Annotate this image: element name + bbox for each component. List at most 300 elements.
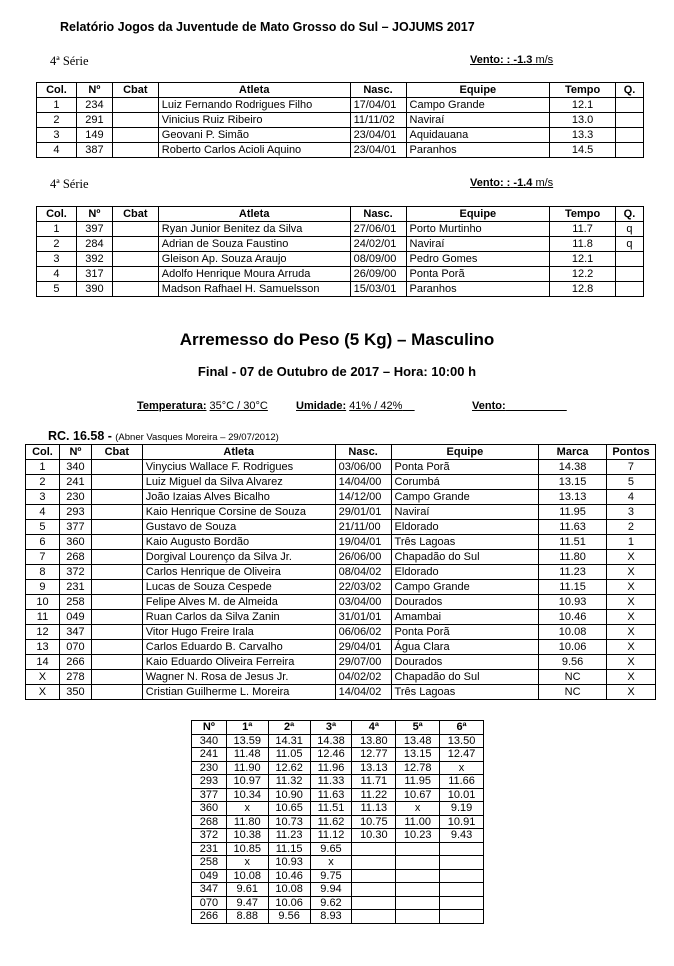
- attempts-cell: 10.65: [268, 802, 310, 816]
- results-cell: João Izaias Alves Bicalho: [142, 490, 335, 505]
- attempts-cell: 11.95: [396, 775, 440, 789]
- results-cell: 10: [26, 595, 60, 610]
- temperature-value: 35°C / 30°C: [209, 400, 268, 412]
- attempts-cell: 13.59: [226, 734, 268, 748]
- heat-1-cell: 23/04/01: [350, 143, 406, 158]
- attempts-row: [192, 869, 484, 883]
- results-header-cell: Cbat: [91, 445, 142, 460]
- results-cell: Lucas de Souza Cespede: [142, 580, 335, 595]
- heat-2-cell: 4: [37, 267, 77, 282]
- heat-2-header-cell: Col.: [37, 207, 77, 222]
- results-row: [26, 640, 656, 655]
- results-cell: 070: [59, 640, 91, 655]
- results-cell: 293: [59, 505, 91, 520]
- attempts-header-cell: Nº: [192, 721, 227, 735]
- heat-1-cell: Luiz Fernando Rodrigues Filho: [158, 98, 350, 113]
- heat-1-cell: 2: [37, 113, 77, 128]
- heat-1-header-cell: Tempo: [550, 83, 616, 98]
- attempts-cell: 10.90: [268, 788, 310, 802]
- results-cell: 06/06/02: [335, 625, 391, 640]
- attempts-cell: [440, 856, 484, 870]
- heat-2-cell: [112, 267, 158, 282]
- attempts-cell: [440, 910, 484, 924]
- results-cell: Dourados: [391, 655, 539, 670]
- attempts-cell: 11.15: [268, 842, 310, 856]
- attempts-cell: 268: [192, 815, 227, 829]
- results-cell: Vinycius Wallace F. Rodrigues: [142, 460, 335, 475]
- heat-2-cell: 12.8: [550, 282, 616, 297]
- heat-2-cell: 397: [76, 222, 112, 237]
- results-cell: 29/04/01: [335, 640, 391, 655]
- heat-2-header-cell: Tempo: [550, 207, 616, 222]
- heat-1-cell: 3: [37, 128, 77, 143]
- results-cell: 11.51: [539, 535, 607, 550]
- attempts-cell: 10.06: [268, 896, 310, 910]
- results-cell: Vitor Hugo Freire Irala: [142, 625, 335, 640]
- results-cell: 08/04/02: [335, 565, 391, 580]
- results-cell: 1: [26, 460, 60, 475]
- results-cell: X: [26, 685, 60, 700]
- results-cell: Cristian Guilherme L. Moreira: [142, 685, 335, 700]
- results-cell: 12: [26, 625, 60, 640]
- heat-2-cell: Adrian de Souza Faustino: [158, 237, 350, 252]
- heat-2-row: [37, 267, 644, 282]
- attempts-cell: 10.23: [396, 829, 440, 843]
- attempts-cell: 12.78: [396, 761, 440, 775]
- heat-1-wind-unit: m/s: [535, 54, 554, 66]
- heat-2-wind: [470, 177, 553, 189]
- attempts-cell: 293: [192, 775, 227, 789]
- heat-2-cell: 5: [37, 282, 77, 297]
- attempts-cell: 11.22: [352, 788, 396, 802]
- attempts-table: [191, 720, 484, 924]
- heat-1-table: [36, 82, 644, 158]
- results-cell: Dorgival Lourenço da Silva Jr.: [142, 550, 335, 565]
- results-header-cell: Nº: [59, 445, 91, 460]
- heat-1-header-cell: Equipe: [406, 83, 550, 98]
- results-cell: [91, 505, 142, 520]
- event-title: Arremesso do Peso (5 Kg) – Masculino: [179, 330, 495, 349]
- heat-1-wind-label: Vento: :: [470, 54, 511, 66]
- attempts-cell: 10.75: [352, 815, 396, 829]
- attempts-cell: x: [226, 856, 268, 870]
- results-cell: 241: [59, 475, 91, 490]
- results-cell: Campo Grande: [391, 490, 539, 505]
- attempts-cell: 13.80: [352, 734, 396, 748]
- results-cell: 10.93: [539, 595, 607, 610]
- temperature: [137, 400, 268, 412]
- heat-1-header-cell: Cbat: [112, 83, 158, 98]
- results-cell: [91, 475, 142, 490]
- attempts-cell: [352, 842, 396, 856]
- heat-1-cell: 4: [37, 143, 77, 158]
- results-cell: 11.15: [539, 580, 607, 595]
- results-row: [26, 610, 656, 625]
- results-cell: 11: [26, 610, 60, 625]
- results-cell: 3: [606, 505, 655, 520]
- attempts-header-cell: 3ª: [310, 721, 352, 735]
- document-title: Relatório Jogos da Juventude de Mato Grosso do Sul – JOJUMS 2017: [60, 20, 475, 34]
- attempts-cell: [396, 883, 440, 897]
- attempts-cell: 9.47: [226, 896, 268, 910]
- results-row: [26, 520, 656, 535]
- attempts-cell: 10.46: [268, 869, 310, 883]
- results-cell: 9.56: [539, 655, 607, 670]
- attempts-cell: 9.43: [440, 829, 484, 843]
- results-cell: NC: [539, 670, 607, 685]
- results-cell: Ponta Porã: [391, 460, 539, 475]
- attempts-cell: 10.97: [226, 775, 268, 789]
- results-cell: Ruan Carlos da Silva Zanin: [142, 610, 335, 625]
- heat-2-cell: [112, 252, 158, 267]
- results-row: [26, 655, 656, 670]
- results-row: [26, 580, 656, 595]
- results-cell: X: [606, 610, 655, 625]
- record-line: [48, 429, 279, 443]
- heat-2-cell: 11.8: [550, 237, 616, 252]
- attempts-cell: 049: [192, 869, 227, 883]
- humidity-value: 41% / 42%: [349, 400, 403, 412]
- attempts-cell: 372: [192, 829, 227, 843]
- results-cell: Carlos Henrique de Oliveira: [142, 565, 335, 580]
- results-cell: NC: [539, 685, 607, 700]
- results-cell: 03/04/00: [335, 595, 391, 610]
- event-wind: [472, 400, 567, 412]
- heat-1-row: [37, 128, 644, 143]
- attempts-row: [192, 829, 484, 843]
- attempts-cell: 11.12: [310, 829, 352, 843]
- heat-1-row: [37, 98, 644, 113]
- heat-1-wind-value: -1.3: [513, 54, 533, 66]
- results-cell: 8: [26, 565, 60, 580]
- results-cell: 7: [26, 550, 60, 565]
- heat-1-cell: 17/04/01: [350, 98, 406, 113]
- results-cell: Wagner N. Rosa de Jesus Jr.: [142, 670, 335, 685]
- results-cell: 372: [59, 565, 91, 580]
- results-cell: Chapadão do Sul: [391, 550, 539, 565]
- results-cell: 13.13: [539, 490, 607, 505]
- heat-2-cell: 390: [76, 282, 112, 297]
- results-cell: 14.38: [539, 460, 607, 475]
- heat-2-table: [36, 206, 644, 297]
- heat-1-cell: Campo Grande: [406, 98, 550, 113]
- attempts-row: [192, 815, 484, 829]
- heat-1-label: 4ª Série: [50, 54, 89, 68]
- attempts-cell: 241: [192, 748, 227, 762]
- results-cell: X: [606, 595, 655, 610]
- results-cell: Kaio Augusto Bordão: [142, 535, 335, 550]
- results-cell: Carlos Eduardo B. Carvalho: [142, 640, 335, 655]
- results-row: [26, 490, 656, 505]
- attempts-cell: 340: [192, 734, 227, 748]
- results-cell: [91, 490, 142, 505]
- results-cell: [91, 535, 142, 550]
- attempts-cell: 11.23: [268, 829, 310, 843]
- heat-1-cell: 1: [37, 98, 77, 113]
- heat-2-label: 4ª Série: [50, 177, 89, 191]
- results-row: [26, 625, 656, 640]
- attempts-cell: [440, 842, 484, 856]
- results-cell: 3: [26, 490, 60, 505]
- results-cell: [91, 520, 142, 535]
- heat-1-cell: 387: [76, 143, 112, 158]
- attempts-cell: [352, 910, 396, 924]
- results-header-cell: Atleta: [142, 445, 335, 460]
- results-cell: 10.06: [539, 640, 607, 655]
- attempts-cell: 11.71: [352, 775, 396, 789]
- heat-2-header-cell: Nasc.: [350, 207, 406, 222]
- results-cell: 29/07/00: [335, 655, 391, 670]
- attempts-cell: [440, 896, 484, 910]
- heat-2-cell: [112, 222, 158, 237]
- results-cell: 11.23: [539, 565, 607, 580]
- record-note: (Abner Vasques Moreira – 29/07/2012): [115, 432, 279, 443]
- results-cell: Três Lagoas: [391, 535, 539, 550]
- attempts-cell: x: [440, 761, 484, 775]
- results-cell: 049: [59, 610, 91, 625]
- results-row: [26, 535, 656, 550]
- results-cell: Eldorado: [391, 565, 539, 580]
- heat-2-cell: 24/02/01: [350, 237, 406, 252]
- attempts-row: [192, 775, 484, 789]
- results-cell: [91, 550, 142, 565]
- heat-1-header-cell: Atleta: [158, 83, 350, 98]
- results-cell: X: [606, 580, 655, 595]
- results-cell: 2: [606, 520, 655, 535]
- results-cell: 5: [606, 475, 655, 490]
- results-cell: Dourados: [391, 595, 539, 610]
- attempts-cell: 11.80: [226, 815, 268, 829]
- heat-2-cell: 11.7: [550, 222, 616, 237]
- heat-1-cell: Vinicius Ruiz Ribeiro: [158, 113, 350, 128]
- results-cell: X: [26, 670, 60, 685]
- results-row: [26, 550, 656, 565]
- attempts-cell: 231: [192, 842, 227, 856]
- attempts-cell: 11.48: [226, 748, 268, 762]
- heat-2-cell: 284: [76, 237, 112, 252]
- results-cell: 268: [59, 550, 91, 565]
- attempts-cell: 13.13: [352, 761, 396, 775]
- heat-1-cell: 12.1: [550, 98, 616, 113]
- attempts-cell: [396, 842, 440, 856]
- heat-1-cell: Roberto Carlos Acioli Aquino: [158, 143, 350, 158]
- results-cell: 9: [26, 580, 60, 595]
- attempts-row: [192, 748, 484, 762]
- results-row: [26, 595, 656, 610]
- results-header-cell: Marca: [539, 445, 607, 460]
- heat-2-cell: Naviraí: [406, 237, 550, 252]
- results-cell: Três Lagoas: [391, 685, 539, 700]
- attempts-cell: 14.31: [268, 734, 310, 748]
- heat-2-cell: 3: [37, 252, 77, 267]
- humidity: [296, 400, 415, 412]
- heat-2-header-cell: Equipe: [406, 207, 550, 222]
- results-table: [25, 444, 656, 700]
- attempts-cell: x: [310, 856, 352, 870]
- heat-2-header-cell: Atleta: [158, 207, 350, 222]
- heat-2-cell: Ryan Junior Benitez da Silva: [158, 222, 350, 237]
- results-cell: [91, 685, 142, 700]
- heat-1-header-cell: Nº: [76, 83, 112, 98]
- results-cell: 10.08: [539, 625, 607, 640]
- heat-2-cell: [615, 252, 643, 267]
- results-header-cell: Equipe: [391, 445, 539, 460]
- heat-1-cell: Paranhos: [406, 143, 550, 158]
- results-cell: 266: [59, 655, 91, 670]
- attempts-header-cell: 6ª: [440, 721, 484, 735]
- heat-2-cell: Gleison Ap. Souza Araujo: [158, 252, 350, 267]
- attempts-cell: 9.65: [310, 842, 352, 856]
- results-cell: 340: [59, 460, 91, 475]
- event-wind-label: Vento:: [472, 400, 506, 412]
- heat-2-cell: q: [615, 237, 643, 252]
- attempts-row: [192, 842, 484, 856]
- results-cell: Kaio Eduardo Oliveira Ferreira: [142, 655, 335, 670]
- results-row: [26, 475, 656, 490]
- results-cell: 19/04/01: [335, 535, 391, 550]
- results-cell: [91, 640, 142, 655]
- attempts-cell: 9.94: [310, 883, 352, 897]
- heat-2-wind-unit: m/s: [535, 177, 554, 189]
- results-cell: Corumbá: [391, 475, 539, 490]
- attempts-cell: 11.33: [310, 775, 352, 789]
- heat-2-cell: 1: [37, 222, 77, 237]
- attempts-cell: 14.38: [310, 734, 352, 748]
- results-header-row: [26, 445, 656, 460]
- heat-2-cell: 12.2: [550, 267, 616, 282]
- heat-2-row: [37, 252, 644, 267]
- heat-2-cell: 317: [76, 267, 112, 282]
- heat-1-cell: 14.5: [550, 143, 616, 158]
- heat-2-cell: Paranhos: [406, 282, 550, 297]
- results-cell: X: [606, 550, 655, 565]
- heat-1-header-cell: Q.: [616, 83, 644, 98]
- results-cell: X: [606, 565, 655, 580]
- results-row: [26, 565, 656, 580]
- heat-1-header-cell: Col.: [37, 83, 77, 98]
- results-cell: [91, 670, 142, 685]
- results-cell: Água Clara: [391, 640, 539, 655]
- attempts-cell: x: [226, 802, 268, 816]
- attempts-cell: 266: [192, 910, 227, 924]
- attempts-header-row: [192, 721, 484, 735]
- attempts-header-cell: 4ª: [352, 721, 396, 735]
- results-cell: 14/04/00: [335, 475, 391, 490]
- results-cell: Gustavo de Souza: [142, 520, 335, 535]
- attempts-cell: 347: [192, 883, 227, 897]
- attempts-header-cell: 2ª: [268, 721, 310, 735]
- attempts-cell: 377: [192, 788, 227, 802]
- attempts-cell: 11.62: [310, 815, 352, 829]
- attempts-cell: 13.50: [440, 734, 484, 748]
- attempts-header-cell: 5ª: [396, 721, 440, 735]
- attempts-cell: 11.05: [268, 748, 310, 762]
- heat-1-row: [37, 143, 644, 158]
- heat-2-header-cell: Cbat: [112, 207, 158, 222]
- results-cell: Chapadão do Sul: [391, 670, 539, 685]
- attempts-cell: 10.30: [352, 829, 396, 843]
- temperature-label: Temperatura:: [137, 400, 207, 412]
- attempts-cell: [440, 869, 484, 883]
- heat-2-cell: 27/06/01: [350, 222, 406, 237]
- attempts-cell: 12.46: [310, 748, 352, 762]
- results-cell: 347: [59, 625, 91, 640]
- event-subtitle: Final - 07 de Outubro de 2017 – Hora: 10:00 h: [197, 364, 477, 379]
- heat-2-header-cell: Q.: [615, 207, 643, 222]
- heat-1-cell: [112, 113, 158, 128]
- results-cell: Campo Grande: [391, 580, 539, 595]
- results-cell: X: [606, 685, 655, 700]
- attempts-row: [192, 802, 484, 816]
- attempts-cell: 11.63: [310, 788, 352, 802]
- results-cell: 4: [606, 490, 655, 505]
- results-cell: Felipe Alves M. de Almeida: [142, 595, 335, 610]
- results-cell: 350: [59, 685, 91, 700]
- results-cell: 7: [606, 460, 655, 475]
- results-cell: [91, 565, 142, 580]
- results-cell: 13: [26, 640, 60, 655]
- results-cell: 377: [59, 520, 91, 535]
- results-cell: Ponta Porã: [391, 625, 539, 640]
- heat-1-cell: [616, 128, 644, 143]
- heat-2-cell: Pedro Gomes: [406, 252, 550, 267]
- attempts-cell: 12.77: [352, 748, 396, 762]
- attempts-row: [192, 856, 484, 870]
- heat-2-cell: Madson Rafhael H. Samuelsson: [158, 282, 350, 297]
- attempts-cell: 8.88: [226, 910, 268, 924]
- results-row: [26, 685, 656, 700]
- results-cell: [91, 595, 142, 610]
- heat-1-cell: [112, 128, 158, 143]
- heat-2-cell: [615, 282, 643, 297]
- results-cell: 231: [59, 580, 91, 595]
- heat-2-cell: q: [615, 222, 643, 237]
- attempts-cell: 10.34: [226, 788, 268, 802]
- results-cell: 26/06/00: [335, 550, 391, 565]
- attempts-cell: 11.66: [440, 775, 484, 789]
- attempts-cell: 230: [192, 761, 227, 775]
- results-cell: Kaio Henrique Corsine de Souza: [142, 505, 335, 520]
- attempts-cell: 11.90: [226, 761, 268, 775]
- results-cell: 2: [26, 475, 60, 490]
- heat-1-cell: 291: [76, 113, 112, 128]
- heat-2-wind-value: -1.4: [513, 177, 533, 189]
- attempts-row: [192, 910, 484, 924]
- results-cell: [91, 655, 142, 670]
- heat-2-cell: 2: [37, 237, 77, 252]
- results-cell: 258: [59, 595, 91, 610]
- attempts-cell: [396, 856, 440, 870]
- heat-1-cell: 234: [76, 98, 112, 113]
- results-row: [26, 505, 656, 520]
- heat-2-cell: 08/09/00: [350, 252, 406, 267]
- results-cell: X: [606, 640, 655, 655]
- heat-1-cell: 13.0: [550, 113, 616, 128]
- attempts-cell: [352, 856, 396, 870]
- attempts-cell: 11.13: [352, 802, 396, 816]
- attempts-cell: 10.38: [226, 829, 268, 843]
- results-cell: 22/03/02: [335, 580, 391, 595]
- heat-2-cell: Ponta Porã: [406, 267, 550, 282]
- attempts-cell: [396, 910, 440, 924]
- attempts-cell: 10.67: [396, 788, 440, 802]
- attempts-cell: 9.62: [310, 896, 352, 910]
- results-cell: 1: [606, 535, 655, 550]
- results-cell: 10.46: [539, 610, 607, 625]
- results-cell: 4: [26, 505, 60, 520]
- heat-1-row: [37, 113, 644, 128]
- results-cell: 31/01/01: [335, 610, 391, 625]
